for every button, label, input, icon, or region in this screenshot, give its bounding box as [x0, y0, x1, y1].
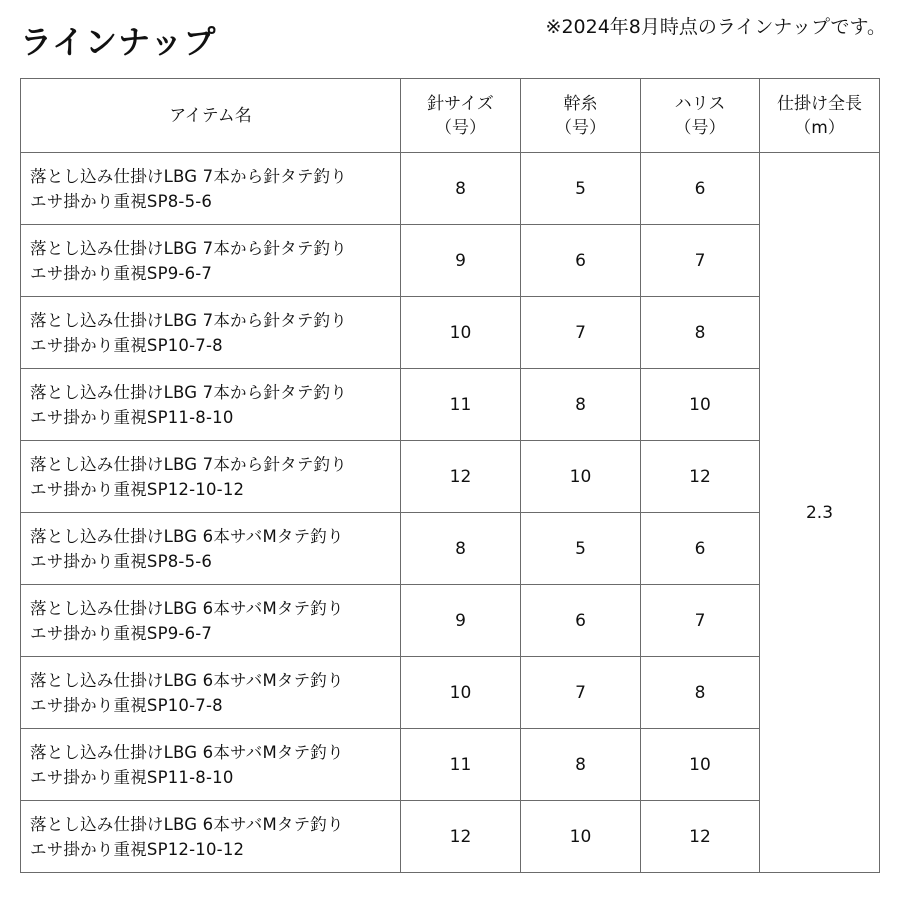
item-name-cell: 落とし込み仕掛けLBG 7本から針タテ釣り エサ掛かり重視SP11-8-10 — [21, 369, 401, 441]
harris-cell: 8 — [641, 657, 760, 729]
page-title: ラインナップ — [20, 23, 217, 61]
table-row — [21, 153, 880, 225]
header-total-length: 仕掛け全長 （m） — [760, 79, 880, 153]
lineup-table — [20, 78, 880, 873]
harris-cell: 7 — [641, 585, 760, 657]
lineup-date-note: ※2024年8月時点のラインナップです。 — [545, 16, 886, 38]
item-name-cell: 落とし込み仕掛けLBG 6本サバMタテ釣り エサ掛かり重視SP10-7-8 — [21, 657, 401, 729]
item-name-cell: 落とし込み仕掛けLBG 6本サバMタテ釣り エサ掛かり重視SP12-10-12 — [21, 801, 401, 873]
harris-cell: 6 — [641, 513, 760, 585]
main-line-cell: 8 — [521, 369, 641, 441]
header-harris: ハリス （号） — [641, 79, 760, 153]
main-line-cell: 5 — [521, 153, 641, 225]
item-name-cell: 落とし込み仕掛けLBG 7本から針タテ釣り エサ掛かり重視SP10-7-8 — [21, 297, 401, 369]
harris-cell: 7 — [641, 225, 760, 297]
hook-size-cell: 12 — [401, 801, 521, 873]
main-line-cell: 5 — [521, 513, 641, 585]
hook-size-cell: 10 — [401, 297, 521, 369]
hook-size-cell: 9 — [401, 225, 521, 297]
header-hook-size: 針サイズ （号） — [401, 79, 521, 153]
harris-cell: 12 — [641, 801, 760, 873]
table-row — [21, 729, 880, 801]
main-line-cell: 7 — [521, 297, 641, 369]
hook-size-cell: 10 — [401, 657, 521, 729]
table-row — [21, 225, 880, 297]
item-name-cell: 落とし込み仕掛けLBG 7本から針タテ釣り エサ掛かり重視SP12-10-12 — [21, 441, 401, 513]
header-item-name: アイテム名 — [21, 79, 401, 153]
main-line-cell: 8 — [521, 729, 641, 801]
main-line-cell: 7 — [521, 657, 641, 729]
table-row — [21, 441, 880, 513]
harris-cell: 10 — [641, 729, 760, 801]
table-row — [21, 585, 880, 657]
hook-size-cell: 8 — [401, 513, 521, 585]
table-row — [21, 801, 880, 873]
hook-size-cell: 11 — [401, 729, 521, 801]
table-row — [21, 297, 880, 369]
hook-size-cell: 9 — [401, 585, 521, 657]
item-name-cell: 落とし込み仕掛けLBG 6本サバMタテ釣り エサ掛かり重視SP9-6-7 — [21, 585, 401, 657]
main-line-cell: 6 — [521, 585, 641, 657]
item-name-cell: 落とし込み仕掛けLBG 6本サバMタテ釣り エサ掛かり重視SP8-5-6 — [21, 513, 401, 585]
harris-cell: 6 — [641, 153, 760, 225]
main-line-cell: 10 — [521, 801, 641, 873]
harris-cell: 10 — [641, 369, 760, 441]
hook-size-cell: 8 — [401, 153, 521, 225]
header-main-line: 幹糸 （号） — [521, 79, 641, 153]
hook-size-cell: 12 — [401, 441, 521, 513]
hook-size-cell: 11 — [401, 369, 521, 441]
table-row — [21, 369, 880, 441]
item-name-cell: 落とし込み仕掛けLBG 7本から針タテ釣り エサ掛かり重視SP9-6-7 — [21, 225, 401, 297]
total-length-cell: 2.3 — [760, 153, 880, 873]
main-line-cell: 6 — [521, 225, 641, 297]
harris-cell: 12 — [641, 441, 760, 513]
item-name-cell: 落とし込み仕掛けLBG 6本サバMタテ釣り エサ掛かり重視SP11-8-10 — [21, 729, 401, 801]
table-row — [21, 657, 880, 729]
table-header-row — [21, 79, 880, 153]
table-row — [21, 513, 880, 585]
harris-cell: 8 — [641, 297, 760, 369]
main-line-cell: 10 — [521, 441, 641, 513]
item-name-cell: 落とし込み仕掛けLBG 7本から針タテ釣り エサ掛かり重視SP8-5-6 — [21, 153, 401, 225]
